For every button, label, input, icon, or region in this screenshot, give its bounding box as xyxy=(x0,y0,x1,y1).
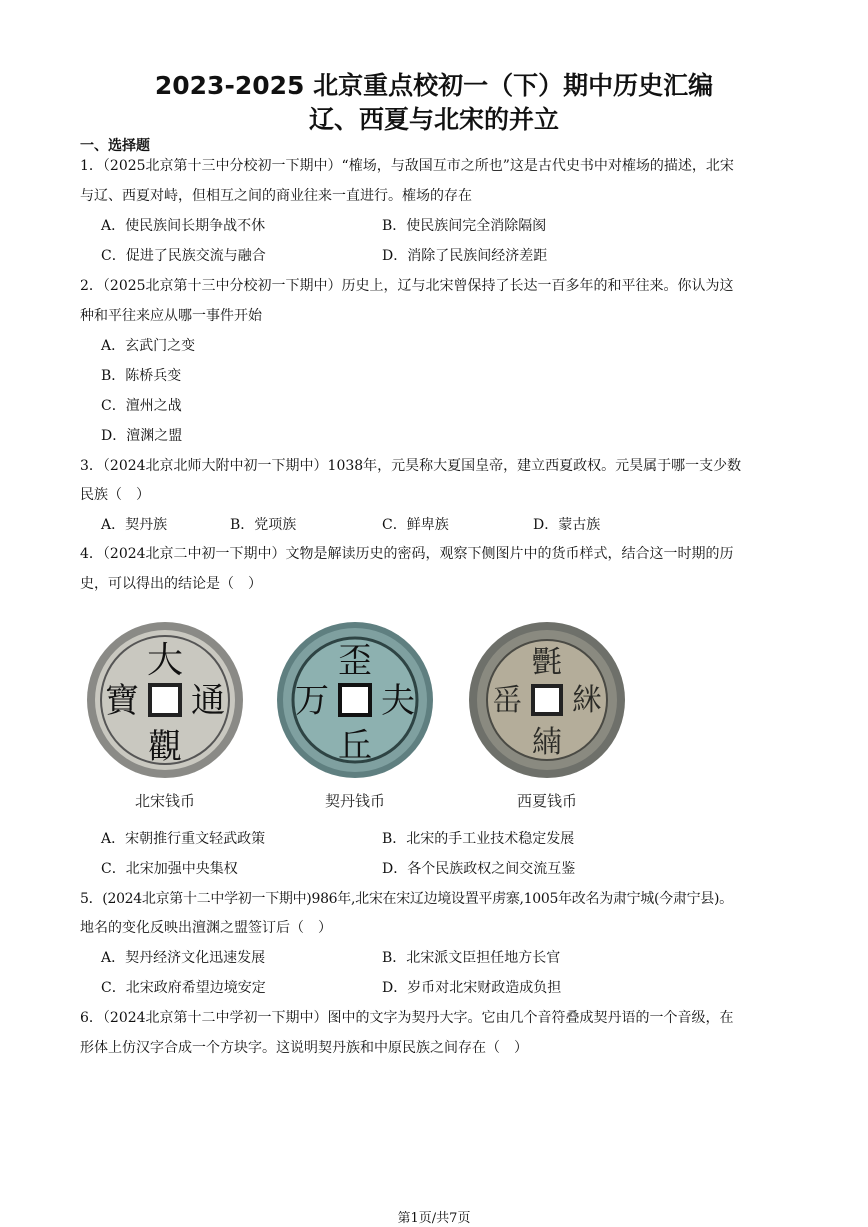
coin-char-bottom: 丘 xyxy=(338,726,372,766)
question-5-option-c[interactable]: C．北宋政府希望边境安定 xyxy=(101,980,266,996)
question-4-line-1: 4．（2024北京二中初一下期中）文物是解读历史的密码，观察下侧图片中的货币样式，结合这一时期的历 xyxy=(80,546,734,562)
coin-char-right: 夫 xyxy=(381,681,415,721)
question-3-line-2: 民族（ ） xyxy=(80,487,150,503)
square-hole xyxy=(340,685,370,715)
northern-song-coin xyxy=(80,620,250,785)
page-footer: 第1页/共7页 xyxy=(397,1211,471,1226)
question-2-option-a[interactable]: A．玄武门之变 xyxy=(101,338,196,354)
coin-char-top: 大 xyxy=(146,640,184,681)
question-6-line-1: 6．（2024北京第十二中学初一下期中）图中的文字为契丹大字。它由几个音符叠成契丹语的一个音级，在 xyxy=(80,1010,734,1026)
coin-char-right: 䋛 xyxy=(572,683,602,718)
question-3-option-a[interactable]: A．契丹族 xyxy=(101,517,168,533)
coin-char-right: 通 xyxy=(191,681,225,721)
question-2-line-2: 种和平往来应从哪一事件开始 xyxy=(80,308,262,324)
question-5-option-b[interactable]: B．北宋派文臣担任地方长官 xyxy=(382,950,561,966)
coin-char-left: 寶 xyxy=(105,681,139,721)
question-4-option-a[interactable]: A．宋朝推行重文轻武政策 xyxy=(101,831,266,847)
question-1-option-b[interactable]: B．使民族间完全消除隔阂 xyxy=(382,218,547,234)
section-heading: 一、选择题 xyxy=(80,138,150,154)
coin-char-top: 㲲 xyxy=(532,645,562,680)
coin-images xyxy=(80,620,640,815)
question-5-line-1: 5．(2024北京第十二中学初一下期中)986年,北宋在宋辽边境设置平虏寨,1005年改名为肃宁城(今肃宁县)。 xyxy=(80,891,733,907)
question-5-option-a[interactable]: A．契丹经济文化迅速发展 xyxy=(101,950,266,966)
question-3-line-1: 3．（2024北京北师大附中初一下期中）1038年，元昊称大夏国皇帝，建立西夏政权。元昊属于哪一支少数 xyxy=(80,458,742,474)
question-6-line-2: 形体上仿汉字合成一个方块字。这说明契丹族和中原民族之间存在（ ） xyxy=(80,1040,528,1056)
question-1-option-a[interactable]: A．使民族间长期争战不休 xyxy=(101,218,266,234)
question-5-option-d[interactable]: D．岁币对北宋财政造成负担 xyxy=(382,980,562,996)
khitan-coin xyxy=(270,620,440,785)
question-2-option-b[interactable]: B．陈桥兵变 xyxy=(101,368,182,384)
coin-label-western-xia: 西夏钱币 xyxy=(516,792,577,810)
question-1-line-2: 与辽、西夏对峙，但相互之间的商业往来一直进行。榷场的存在 xyxy=(80,188,472,204)
question-2-line-1: 2．（2025北京第十三中分校初一下期中）历史上，辽与北宋曾保持了长达一百多年的和平往来。你认为这 xyxy=(80,278,734,294)
question-4-line-2: 史，可以得出的结论是（ ） xyxy=(80,576,262,592)
question-2-option-d[interactable]: D．澶渊之盟 xyxy=(101,428,183,444)
question-4-option-c[interactable]: C．北宋加强中央集权 xyxy=(101,861,238,877)
question-3-option-d[interactable]: D．蒙古族 xyxy=(533,517,601,533)
document-title: 2023-2025 北京重点校初一（下）期中历史汇编 xyxy=(154,71,714,100)
question-2-option-c[interactable]: C．澶州之战 xyxy=(101,398,182,414)
western-xia-coin xyxy=(462,620,632,785)
coin-char-top: 歪 xyxy=(338,641,372,681)
question-1-option-c[interactable]: C．促进了民族交流与融合 xyxy=(101,248,266,264)
question-1-option-d[interactable]: D．消除了民族间经济差距 xyxy=(382,248,548,264)
question-4-option-d[interactable]: D．各个民族政权之间交流互鉴 xyxy=(382,861,576,877)
coin-char-left: 万 xyxy=(295,681,329,721)
square-hole xyxy=(533,686,561,714)
coin-char-bottom: 䋻 xyxy=(532,725,562,760)
coin-char-bottom: 觀 xyxy=(148,727,182,767)
document-subtitle: 辽、西夏与北宋的并立 xyxy=(308,105,559,134)
question-3-option-b[interactable]: B．党项族 xyxy=(230,517,297,533)
square-hole xyxy=(150,685,180,715)
question-1-line-1: 1．（2025北京第十三中分校初一下期中）“榷场，与敌国互市之所也”这是古代史书中对榷场的描述，北宋 xyxy=(80,158,734,174)
question-3-option-c[interactable]: C．鲜卑族 xyxy=(382,517,449,533)
coin-label-northern-song: 北宋钱币 xyxy=(134,792,195,810)
coin-label-khitan: 契丹钱币 xyxy=(324,792,385,810)
question-4-option-b[interactable]: B．北宋的手工业技术稳定发展 xyxy=(382,831,575,847)
question-5-line-2: 地名的变化反映出澶渊之盟签订后（ ） xyxy=(80,920,332,936)
coin-char-left: 䍃 xyxy=(492,683,522,718)
